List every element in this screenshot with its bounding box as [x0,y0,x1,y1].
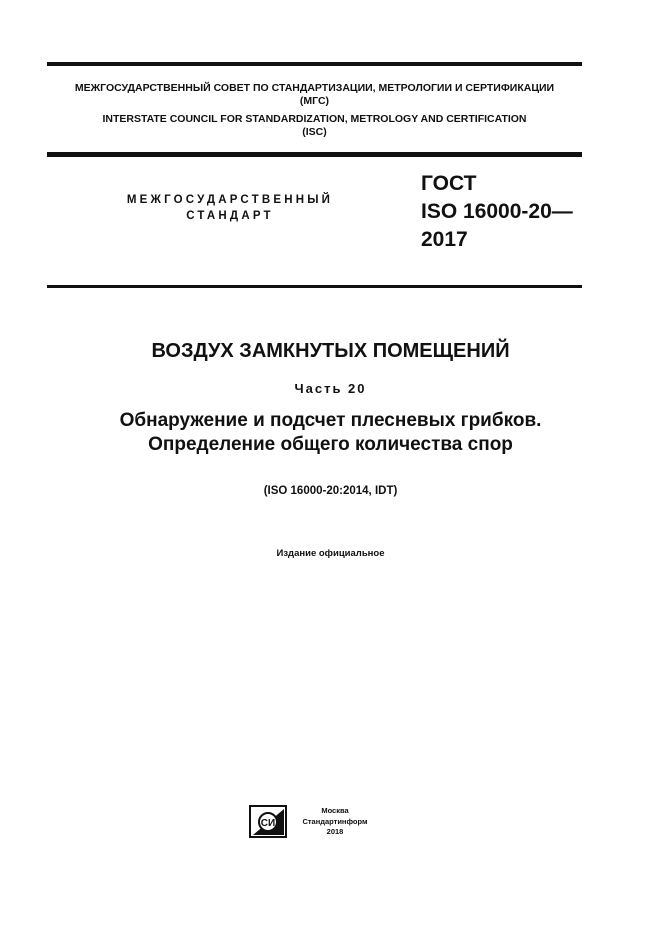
publisher-block [292,806,378,838]
standard-type-label [100,192,360,224]
council-en-abbr: (ISC) [302,126,327,138]
part-number: Часть 20 [294,381,367,396]
middle-rule [47,152,582,157]
subtitle-line1: Обнаружение и подсчет плесневых грибков. [119,410,542,431]
standard-year: 2017 [421,228,468,251]
council-ru-name: МЕЖГОСУДАРСТВЕННЫЙ СОВЕТ ПО СТАНДАРТИЗАЦИИ, МЕТРОЛОГИИ И СЕРТИФИКАЦИИ [74,82,555,94]
council-ru-abbr: (МГС) [299,95,330,107]
standard-type-line2: СТАНДАРТ [186,210,274,222]
publisher-name: Стандартинформ [302,816,368,826]
publisher-year: 2018 [326,827,344,836]
standartinform-logo-icon [249,805,287,838]
council-ru [47,82,582,108]
top-rule [47,62,582,66]
publisher-city: Москва [321,806,349,815]
standard-type-line1: МЕЖГОСУДАРСТВЕННЫЙ [126,194,334,206]
iso-reference: (ISO 16000-20:2014, IDT) [263,485,398,497]
council-en [47,113,582,139]
document-title: ВОЗДУХ ЗАМКНУТЫХ ПОМЕЩЕНИЙ [151,340,510,362]
svg-text:СИ: СИ [260,818,276,829]
gost-label: ГОСТ [421,172,477,195]
subtitle-line2: Определение общего количества спор [148,434,513,455]
standard-number: ISO 16000-20— [421,200,573,223]
edition-note: Издание официальное [276,548,385,559]
lower-rule [47,285,582,288]
document-subtitle [0,409,661,457]
gost-designation [421,170,573,254]
council-en-name: INTERSTATE COUNCIL FOR STANDARDIZATION, METROLOGY AND CERTIFICATION [102,113,527,125]
